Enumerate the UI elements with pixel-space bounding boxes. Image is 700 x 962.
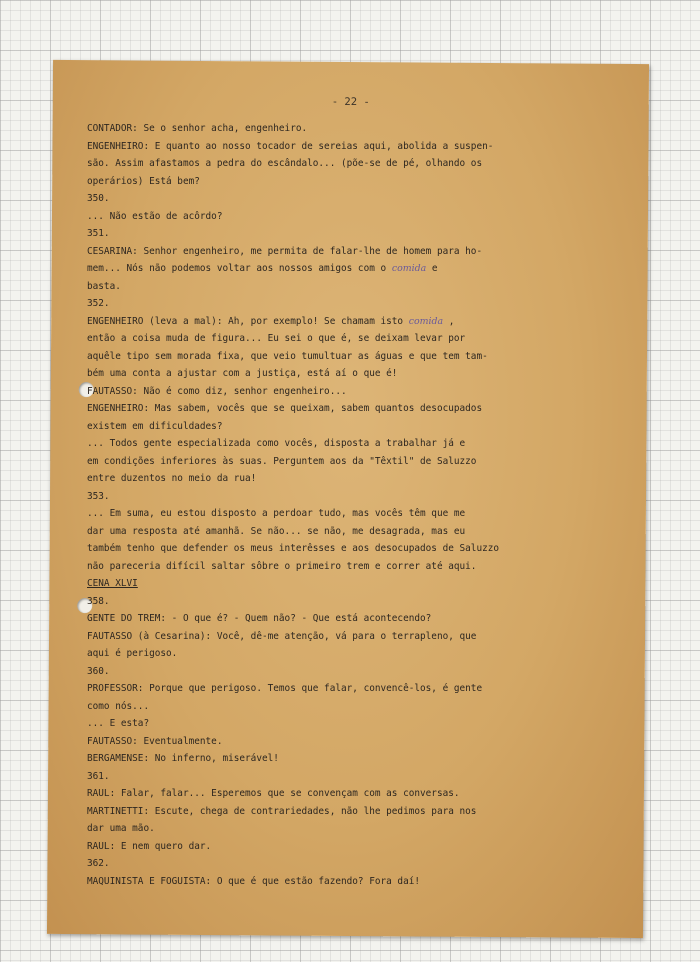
text-line: BERGAMENSE: No inferno, miserável! [87,753,279,764]
text-line: CESARINA: Senhor engenheiro, me permita de falar-lhe de homem para ho- [87,245,483,257]
text-line: então a coisa muda de figura... Eu sei o que é, se deixam levar por [87,333,466,344]
text-line: ... Em suma, eu estou disposto a perdoar tudo, mas vocês têm que me [87,508,466,519]
text-line: ENGENHEIRO: Mas sabem, vocês que se queixam, sabem quantos desocupados [87,403,483,414]
text-line: aqui é perigoso. [87,648,178,659]
text-line: RAUL: Falar, falar... Esperemos que se convençam com as conversas. [87,788,460,799]
text-line: 362. [87,858,110,869]
text-line: PROFESSOR: Porque que perigoso. Temos que falar, convencê-los, é gente [87,683,483,694]
text-line: dar uma mão. [87,823,155,834]
text-line: aquêle tipo sem morada fixa, que veio tumultuar as águas e que tem tam- [87,350,488,362]
text-line: existem em dificuldades? [87,420,223,432]
text-line: ... Não estão de acôrdo? [87,210,223,222]
text-line: MARTINETTI: Escute, chega de contrariedades, não lhe pedimos para nos [87,805,477,817]
text-line: 351. [87,228,110,239]
text-line: não pareceria difícil saltar sôbre o primeiro trem e correr até aqui. [87,560,477,572]
script-text [87,120,617,890]
text-line: dar uma resposta até amanhã. Se não... se não, me desagrada, mas eu [87,525,466,537]
text-line: em condições inferiores às suas. Perguntem aos da "Têxtil" de Saluzzo [87,455,477,467]
text-line: também tenho que defender os meus interêsses e aos desocupados de Saluzzo [87,543,500,554]
text-line: CONTADOR: Se o senhor acha, engenheiro. [87,123,308,134]
text-line: FAUTASSO: Não é como diz, senhor engenheiro... [87,385,347,397]
text-line: 353. [87,490,110,502]
typed-text: mem... Nós não podemos voltar aos nossos amigos com o [87,263,387,274]
scene-heading-text: CENA XLVI [87,578,138,589]
typed-text: e [431,263,438,274]
text-line: FAUTASSO (à Cesarina): Você, dê-me atenção, vá para o terrapleno, que [87,630,477,642]
text-line: operários) Está bem? [87,175,200,187]
text-line: ENGENHEIRO: E quanto ao nosso tocador de sereias aqui, abolida a suspen- [87,140,494,152]
text-line: 350. [87,193,110,204]
text-line: GENTE DO TREM: - O que é? - Quem não? - Que está acontecendo? [87,613,432,624]
typed-text: ENGENHEIRO (leva a mal): Ah, por exemplo! Se chamam isto [87,315,404,327]
text-line: ... Todos gente especializada como vocês, disposta a trabalhar já e [87,438,466,449]
text-line: RAUL: E nem quero dar. [87,840,212,852]
text-line: 352. [87,298,110,309]
text-line: 361. [87,770,110,782]
text-line-with-handwriting [87,313,617,331]
scene-heading [87,575,617,593]
text-line: como nós... [87,700,150,712]
text-line-with-handwriting [87,260,617,278]
page-number: - 22 - [331,95,370,109]
text-line: entre duzentos no meio da rua! [87,473,257,484]
typed-text: , [448,315,455,327]
text-line: ... E esta? [87,718,150,729]
handwritten-insert: comida [391,263,427,274]
text-line: são. Assim afastamos a pedra do escândalo... (põe-se de pé, olhando os [87,158,483,169]
text-line: FAUTASSO: Eventualmente. [87,735,223,747]
text-line: 360. [87,665,110,677]
text-line: bém uma conta a ajustar com a justiça, está aí o que é! [87,368,398,379]
text-line: MAQUINISTA E FOGUISTA: O que é que estão fazendo? Fora daí! [87,875,421,887]
text-line: 358. [87,595,110,607]
text-line: basta. [87,280,121,292]
handwritten-insert: comida [408,315,444,327]
